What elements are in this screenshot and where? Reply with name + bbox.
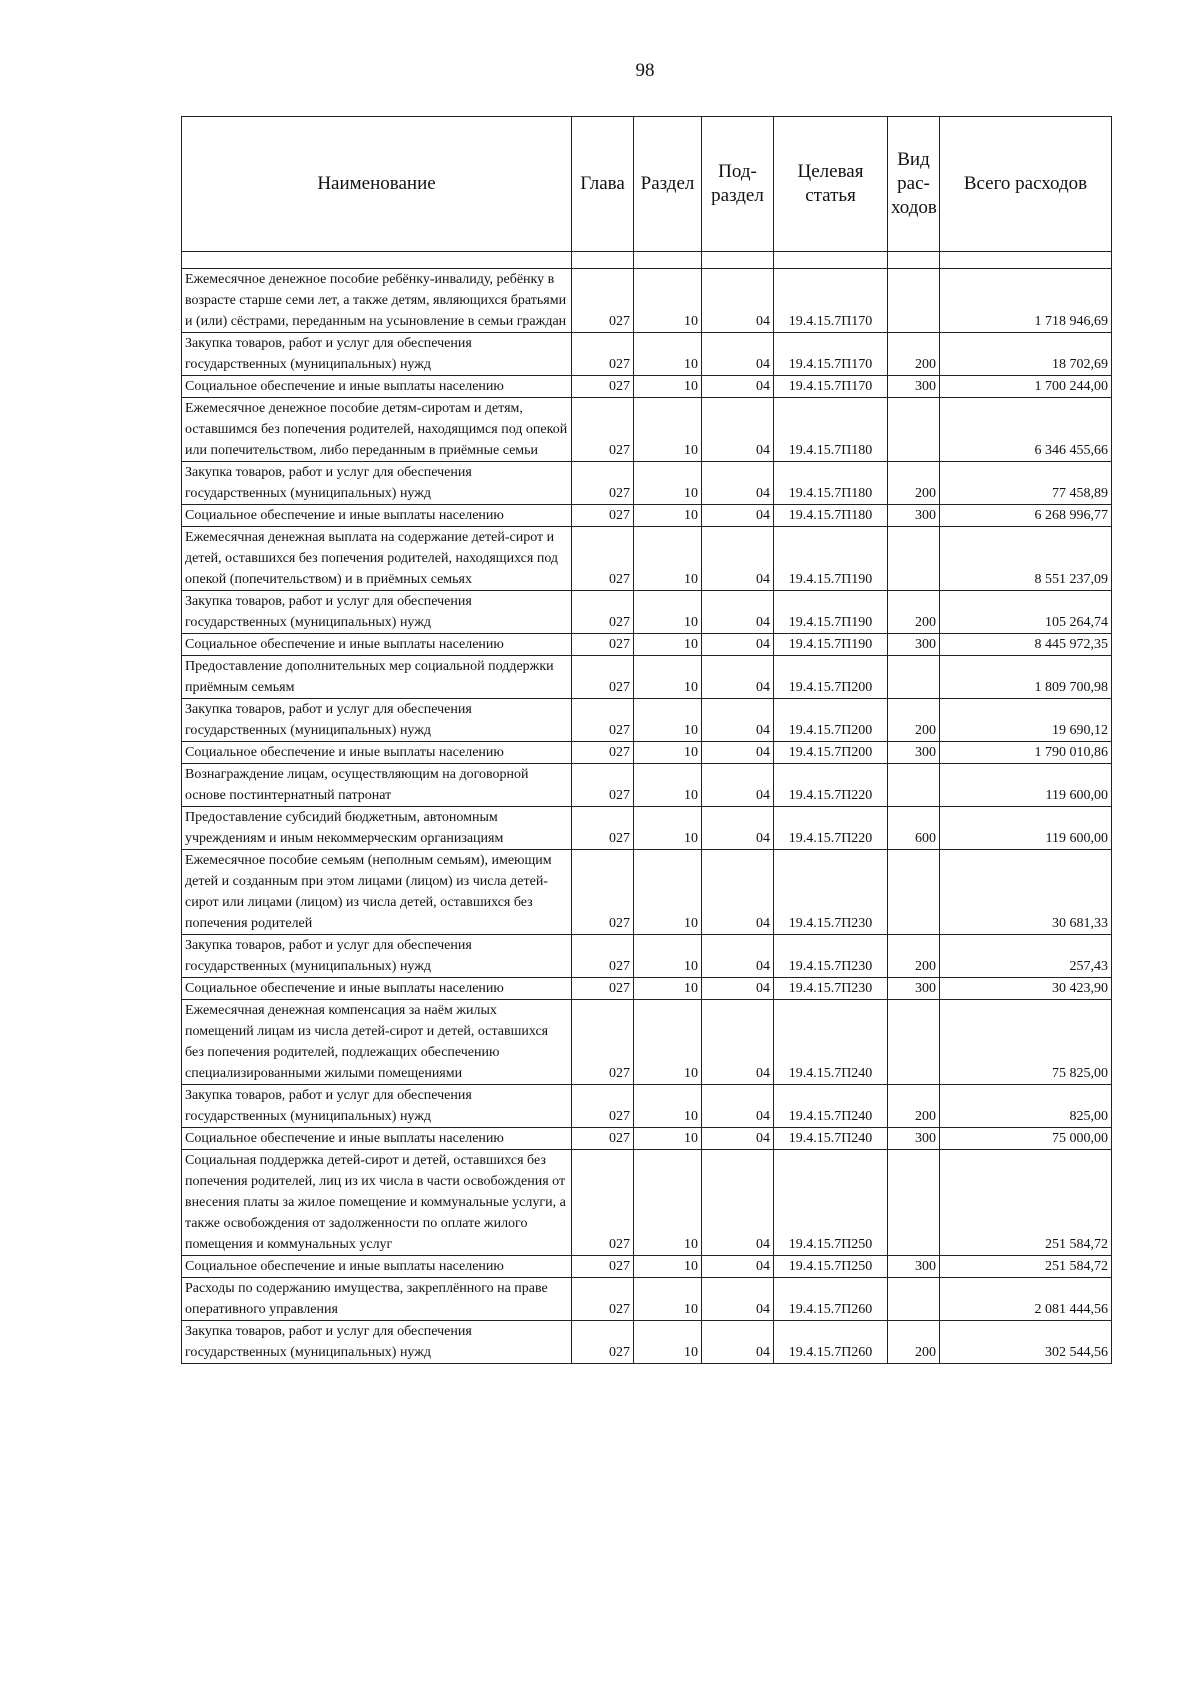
table-row [182, 978, 1112, 1000]
cell-podrazdel: 04 [702, 656, 774, 699]
cell-name: Социальное обеспечение и иные выплаты населению [182, 978, 572, 1000]
table-row [182, 1000, 1112, 1085]
cell-name: Ежемесячная денежная выплата на содержание детей-сирот и детей, оставшихся без попечения родителей, находящихся под опекой (попечительством) и в приёмных семьях [182, 527, 572, 591]
cell-razdel: 10 [634, 850, 702, 935]
cell-razdel: 10 [634, 807, 702, 850]
cell-glava: 027 [572, 376, 634, 398]
cell-glava: 027 [572, 1085, 634, 1128]
cell-vid: 200 [888, 699, 940, 742]
cell-razdel: 10 [634, 1321, 702, 1364]
cell-vid [888, 656, 940, 699]
cell-vid [888, 1278, 940, 1321]
cell-celevaya: 19.4.15.7П260 [774, 1278, 888, 1321]
cell-name: Социальное обеспечение и иные выплаты населению [182, 634, 572, 656]
cell-razdel: 10 [634, 634, 702, 656]
cell-podrazdel: 04 [702, 1000, 774, 1085]
table-row [182, 1085, 1112, 1128]
header-razdel: Раздел [634, 117, 702, 252]
cell-podrazdel: 04 [702, 505, 774, 527]
cell-glava: 027 [572, 269, 634, 333]
cell-razdel: 10 [634, 398, 702, 462]
cell-name: Предоставление дополнительных мер социальной поддержки приёмным семьям [182, 656, 572, 699]
table-row [182, 656, 1112, 699]
cell-total: 30 423,90 [940, 978, 1112, 1000]
cell-name: Расходы по содержанию имущества, закреплённого на праве оперативного управления [182, 1278, 572, 1321]
cell-podrazdel: 04 [702, 591, 774, 634]
cell-total: 1 790 010,86 [940, 742, 1112, 764]
cell-glava: 027 [572, 398, 634, 462]
header-celevaya: Целевая статья [774, 117, 888, 252]
cell-name: Социальное обеспечение и иные выплаты населению [182, 1256, 572, 1278]
cell-glava: 027 [572, 850, 634, 935]
cell-name: Закупка товаров, работ и услуг для обеспечения государственных (муниципальных) нужд [182, 935, 572, 978]
cell-total: 119 600,00 [940, 764, 1112, 807]
cell-celevaya: 19.4.15.7П180 [774, 462, 888, 505]
cell-podrazdel: 04 [702, 850, 774, 935]
cell-podrazdel: 04 [702, 1278, 774, 1321]
cell-vid [888, 269, 940, 333]
cell-glava: 027 [572, 1128, 634, 1150]
header-row [182, 117, 1112, 252]
cell-podrazdel: 04 [702, 527, 774, 591]
cell-vid [888, 850, 940, 935]
cell-total: 1 718 946,69 [940, 269, 1112, 333]
cell-name: Закупка товаров, работ и услуг для обеспечения государственных (муниципальных) нужд [182, 462, 572, 505]
cell-name: Закупка товаров, работ и услуг для обеспечения государственных (муниципальных) нужд [182, 591, 572, 634]
cell-vid: 200 [888, 591, 940, 634]
cell-total: 75 825,00 [940, 1000, 1112, 1085]
cell-podrazdel: 04 [702, 1128, 774, 1150]
cell-total: 1 809 700,98 [940, 656, 1112, 699]
cell-total: 77 458,89 [940, 462, 1112, 505]
cell-celevaya: 19.4.15.7П200 [774, 699, 888, 742]
cell-vid: 300 [888, 505, 940, 527]
cell-vid: 200 [888, 1085, 940, 1128]
cell-celevaya: 19.4.15.7П170 [774, 333, 888, 376]
table-row [182, 1150, 1112, 1256]
cell-vid: 300 [888, 1128, 940, 1150]
table-row [182, 333, 1112, 376]
spacer-cell [774, 252, 888, 269]
cell-razdel: 10 [634, 764, 702, 807]
cell-vid: 200 [888, 1321, 940, 1364]
spacer-cell [702, 252, 774, 269]
cell-glava: 027 [572, 634, 634, 656]
cell-razdel: 10 [634, 1128, 702, 1150]
cell-razdel: 10 [634, 1150, 702, 1256]
cell-celevaya: 19.4.15.7П180 [774, 398, 888, 462]
cell-celevaya: 19.4.15.7П240 [774, 1085, 888, 1128]
cell-total: 105 264,74 [940, 591, 1112, 634]
cell-glava: 027 [572, 764, 634, 807]
cell-celevaya: 19.4.15.7П240 [774, 1128, 888, 1150]
cell-glava: 027 [572, 591, 634, 634]
cell-vid [888, 1150, 940, 1256]
cell-celevaya: 19.4.15.7П250 [774, 1150, 888, 1256]
cell-celevaya: 19.4.15.7П170 [774, 376, 888, 398]
cell-celevaya: 19.4.15.7П250 [774, 1256, 888, 1278]
table-row [182, 527, 1112, 591]
table-row [182, 269, 1112, 333]
cell-razdel: 10 [634, 505, 702, 527]
cell-podrazdel: 04 [702, 699, 774, 742]
cell-glava: 027 [572, 699, 634, 742]
cell-celevaya: 19.4.15.7П170 [774, 269, 888, 333]
budget-table [181, 116, 1112, 1364]
cell-vid: 300 [888, 742, 940, 764]
cell-podrazdel: 04 [702, 742, 774, 764]
cell-total: 18 702,69 [940, 333, 1112, 376]
cell-vid [888, 1000, 940, 1085]
cell-total: 119 600,00 [940, 807, 1112, 850]
table-row [182, 1278, 1112, 1321]
table-row [182, 505, 1112, 527]
spacer-cell [888, 252, 940, 269]
cell-name: Ежемесячное денежное пособие детям-сиротам и детям, оставшимся без попечения родителей, находящимся под опекой или попечительством, либо переданным в приёмные семьи [182, 398, 572, 462]
cell-podrazdel: 04 [702, 462, 774, 505]
cell-razdel: 10 [634, 269, 702, 333]
cell-razdel: 10 [634, 935, 702, 978]
cell-podrazdel: 04 [702, 333, 774, 376]
table-row [182, 699, 1112, 742]
cell-name: Социальное обеспечение и иные выплаты населению [182, 376, 572, 398]
cell-name: Предоставление субсидий бюджетным, автономным учреждениям и иным некоммерческим организациям [182, 807, 572, 850]
cell-vid: 300 [888, 1256, 940, 1278]
cell-vid: 300 [888, 978, 940, 1000]
cell-total: 30 681,33 [940, 850, 1112, 935]
cell-glava: 027 [572, 935, 634, 978]
cell-razdel: 10 [634, 742, 702, 764]
cell-razdel: 10 [634, 591, 702, 634]
cell-total: 251 584,72 [940, 1256, 1112, 1278]
cell-podrazdel: 04 [702, 807, 774, 850]
cell-name: Закупка товаров, работ и услуг для обеспечения государственных (муниципальных) нужд [182, 699, 572, 742]
cell-celevaya: 19.4.15.7П200 [774, 656, 888, 699]
cell-razdel: 10 [634, 1278, 702, 1321]
spacer-cell [572, 252, 634, 269]
table-body [182, 252, 1112, 1364]
cell-podrazdel: 04 [702, 376, 774, 398]
cell-podrazdel: 04 [702, 634, 774, 656]
cell-razdel: 10 [634, 656, 702, 699]
cell-razdel: 10 [634, 376, 702, 398]
cell-name: Закупка товаров, работ и услуг для обеспечения государственных (муниципальных) нужд [182, 1085, 572, 1128]
cell-celevaya: 19.4.15.7П230 [774, 850, 888, 935]
cell-name: Ежемесячная денежная компенсация за наём жилых помещений лицам из числа детей-сирот и детей, оставшихся без попечения родителей, подлежащих обеспечению специализированными жилыми помещениями [182, 1000, 572, 1085]
cell-podrazdel: 04 [702, 935, 774, 978]
cell-vid: 200 [888, 935, 940, 978]
header-podrazdel: Под- раздел [702, 117, 774, 252]
cell-total: 8 551 237,09 [940, 527, 1112, 591]
table-row [182, 1321, 1112, 1364]
table-row [182, 742, 1112, 764]
cell-total: 6 268 996,77 [940, 505, 1112, 527]
header-name: Наименование [182, 117, 572, 252]
cell-glava: 027 [572, 1000, 634, 1085]
cell-name: Ежемесячное пособие семьям (неполным семьям), имеющим детей и созданным при этом лицами (лицом) из числа детей-сирот или лицами (лицом) из числа детей, оставшихся без попечения родителей [182, 850, 572, 935]
cell-total: 257,43 [940, 935, 1112, 978]
header-vid: Вид рас- ходов [888, 117, 940, 252]
table-row [182, 398, 1112, 462]
cell-celevaya: 19.4.15.7П230 [774, 935, 888, 978]
cell-name: Социальное обеспечение и иные выплаты населению [182, 505, 572, 527]
cell-total: 302 544,56 [940, 1321, 1112, 1364]
cell-podrazdel: 04 [702, 978, 774, 1000]
table-row [182, 376, 1112, 398]
table-row [182, 634, 1112, 656]
cell-razdel: 10 [634, 1256, 702, 1278]
header-total: Всего расходов [940, 117, 1112, 252]
cell-total: 6 346 455,66 [940, 398, 1112, 462]
cell-glava: 027 [572, 1256, 634, 1278]
cell-podrazdel: 04 [702, 1321, 774, 1364]
cell-glava: 027 [572, 1278, 634, 1321]
spacer-cell [634, 252, 702, 269]
cell-total: 75 000,00 [940, 1128, 1112, 1150]
cell-name: Социальное обеспечение и иные выплаты населению [182, 1128, 572, 1150]
table-row [182, 764, 1112, 807]
cell-name: Социальная поддержка детей-сирот и детей, оставшихся без попечения родителей, лиц из их числа в части освобождения от внесения платы за жилое помещение и коммунальные услуги, а также освобождения от задолженности по оплате жилого помещения и коммунальных услуг [182, 1150, 572, 1256]
spacer-cell [940, 252, 1112, 269]
cell-vid: 200 [888, 462, 940, 505]
cell-glava: 027 [572, 978, 634, 1000]
cell-vid: 200 [888, 333, 940, 376]
cell-celevaya: 19.4.15.7П240 [774, 1000, 888, 1085]
cell-glava: 027 [572, 333, 634, 376]
cell-razdel: 10 [634, 699, 702, 742]
cell-razdel: 10 [634, 1000, 702, 1085]
cell-celevaya: 19.4.15.7П190 [774, 591, 888, 634]
cell-total: 1 700 244,00 [940, 376, 1112, 398]
page-number: 98 [635, 60, 655, 81]
cell-celevaya: 19.4.15.7П200 [774, 742, 888, 764]
cell-celevaya: 19.4.15.7П260 [774, 1321, 888, 1364]
header-glava: Глава [572, 117, 634, 252]
cell-total: 825,00 [940, 1085, 1112, 1128]
cell-total: 8 445 972,35 [940, 634, 1112, 656]
cell-name: Социальное обеспечение и иные выплаты населению [182, 742, 572, 764]
cell-glava: 027 [572, 505, 634, 527]
cell-podrazdel: 04 [702, 1085, 774, 1128]
cell-glava: 027 [572, 527, 634, 591]
cell-glava: 027 [572, 1321, 634, 1364]
cell-podrazdel: 04 [702, 764, 774, 807]
cell-podrazdel: 04 [702, 398, 774, 462]
cell-vid [888, 764, 940, 807]
cell-vid: 300 [888, 634, 940, 656]
cell-name: Закупка товаров, работ и услуг для обеспечения государственных (муниципальных) нужд [182, 1321, 572, 1364]
cell-glava: 027 [572, 462, 634, 505]
cell-celevaya: 19.4.15.7П180 [774, 505, 888, 527]
cell-celevaya: 19.4.15.7П190 [774, 527, 888, 591]
cell-razdel: 10 [634, 1085, 702, 1128]
cell-celevaya: 19.4.15.7П220 [774, 807, 888, 850]
cell-glava: 027 [572, 742, 634, 764]
cell-razdel: 10 [634, 333, 702, 376]
spacer-cell [182, 252, 572, 269]
cell-podrazdel: 04 [702, 269, 774, 333]
cell-total: 251 584,72 [940, 1150, 1112, 1256]
cell-name: Закупка товаров, работ и услуг для обеспечения государственных (муниципальных) нужд [182, 333, 572, 376]
cell-razdel: 10 [634, 527, 702, 591]
cell-podrazdel: 04 [702, 1150, 774, 1256]
cell-total: 19 690,12 [940, 699, 1112, 742]
cell-vid [888, 398, 940, 462]
cell-glava: 027 [572, 656, 634, 699]
cell-celevaya: 19.4.15.7П190 [774, 634, 888, 656]
cell-vid: 600 [888, 807, 940, 850]
cell-name: Вознаграждение лицам, осуществляющим на договорной основе постинтернатный патронат [182, 764, 572, 807]
cell-celevaya: 19.4.15.7П220 [774, 764, 888, 807]
cell-total: 2 081 444,56 [940, 1278, 1112, 1321]
cell-glava: 027 [572, 1150, 634, 1256]
cell-vid [888, 527, 940, 591]
cell-glava: 027 [572, 807, 634, 850]
cell-razdel: 10 [634, 978, 702, 1000]
table-row [182, 1128, 1112, 1150]
table-row [182, 935, 1112, 978]
table-row [182, 1256, 1112, 1278]
spacer-row [182, 252, 1112, 269]
table-row [182, 807, 1112, 850]
table-row [182, 850, 1112, 935]
cell-vid: 300 [888, 376, 940, 398]
table-row [182, 591, 1112, 634]
cell-celevaya: 19.4.15.7П230 [774, 978, 888, 1000]
cell-name: Ежемесячное денежное пособие ребёнку-инвалиду, ребёнку в возрасте старше семи лет, а также детям, являющихся братьями и (или) сёстрами, переданным на усыновление в семьи граждан [182, 269, 572, 333]
table-row [182, 462, 1112, 505]
cell-podrazdel: 04 [702, 1256, 774, 1278]
cell-razdel: 10 [634, 462, 702, 505]
